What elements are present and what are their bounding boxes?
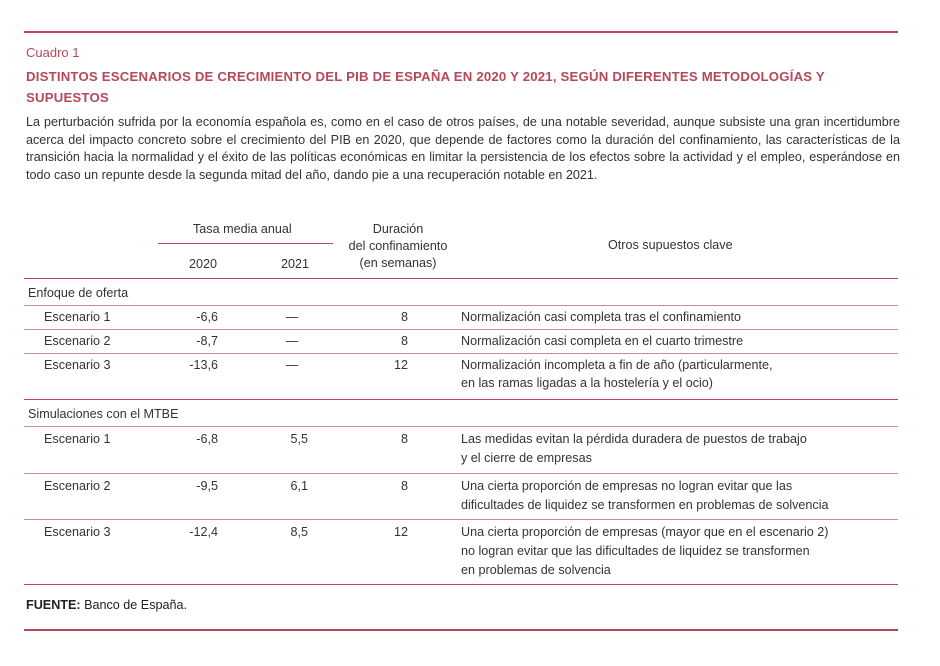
row-note: dificultades de liquidez se transformen en problemas de solvencia [461,498,829,512]
header-duracion-line3: (en semanas) [359,256,437,270]
section-rule [24,305,898,306]
row-note: Normalización casi completa tras el confinamiento [461,310,741,324]
row-value-2021: 8,5 [290,525,308,539]
row-value-2021: — [285,334,299,348]
row-label: Escenario 3 [44,525,111,539]
row-rule [24,519,898,520]
table-label: Cuadro 1 [26,45,80,60]
row-value-2020: -9,5 [196,479,218,493]
row-note: en problemas de solvencia [461,563,611,577]
header-duracion-line2: del confinamiento [348,239,448,253]
row-value-2020: -8,7 [196,334,218,348]
table-bottom-rule [24,584,898,585]
row-note: y el cierre de empresas [461,451,592,465]
header-year-2020: 2020 [189,257,218,271]
section-end-rule [24,399,898,400]
source-text: Banco de España. [80,598,188,612]
row-label: Escenario 1 [44,310,111,324]
row-value-2020: -13,6 [189,358,218,372]
row-label: Escenario 2 [44,334,111,348]
row-note: Normalización casi completa en el cuarto trimestre [461,334,744,348]
row-value-2020: -12,4 [189,525,218,539]
header-year-2021: 2021 [281,257,310,271]
row-weeks: 8 [400,310,408,324]
intro-paragraph: La perturbación sufrida por la economía española es, como en el caso de otros países, de una notable severidad, aunque subsiste una gran incertidumbre acerca del impacto concreto sobre el crecimiento del PIB en 2020, que depende de factores como la duración del confinamiento, las características de la transición hacia la normalidad y el éxito de las políticas económicas en limitar la persistencia de los efectos sobre la actividad y el empleo, esperándose en todo caso un repunte desde la segunda mitad del año, dando pie a una recuperación notable en 2021. [26,115,900,182]
header-duracion-line1: Duración [372,222,424,236]
row-value-2020: -6,6 [196,310,218,324]
row-value-2020: -6,8 [196,432,218,446]
table-title: DISTINTOS ESCENARIOS DE CRECIMIENTO DEL PIB DE ESPAÑA EN 2020 Y 2021, SEGÚN DIFERENTES METODOLOGÍAS Y SUPUESTOS [26,69,825,105]
row-label: Escenario 3 [44,358,111,372]
header-otros-supuestos: Otros supuestos clave [608,238,733,252]
row-label: Escenario 1 [44,432,111,446]
row-note: Una cierta proporción de empresas no logran evitar que las [461,479,793,493]
row-note: no logran evitar que las dificultades de liquidez se transformen [461,544,810,558]
header-tasa-media-anual: Tasa media anual [193,222,292,236]
row-weeks: 8 [400,479,408,493]
row-weeks: 12 [393,358,408,372]
row-rule [24,353,898,354]
header-tasa-underline [158,243,333,244]
top-rule [24,31,898,33]
bottom-rule [24,629,898,631]
source-note [26,598,187,612]
row-weeks: 8 [400,432,408,446]
section-title-simulaciones-mtbe: Simulaciones con el MTBE [28,407,179,421]
row-note: Normalización incompleta a fin de año (particularmente, [461,358,773,372]
row-rule [24,329,898,330]
row-note: Las medidas evitan la pérdida duradera de puestos de trabajo [461,432,807,446]
row-rule [24,473,898,474]
section-rule [24,426,898,427]
source-label: FUENTE: [26,598,81,612]
section-title-enfoque-oferta: Enfoque de oferta [28,286,129,300]
row-weeks: 12 [393,525,408,539]
row-value-2021: 6,1 [290,479,308,493]
row-label: Escenario 2 [44,479,111,493]
row-value-2021: — [285,310,299,324]
row-weeks: 8 [400,334,408,348]
row-value-2021: — [285,358,299,372]
header-bottom-rule [24,278,898,279]
row-note: en las ramas ligadas a la hostelería y el ocio) [461,376,714,390]
row-note: Una cierta proporción de empresas (mayor que en el escenario 2) [461,525,829,539]
row-value-2021: 5,5 [290,432,308,446]
